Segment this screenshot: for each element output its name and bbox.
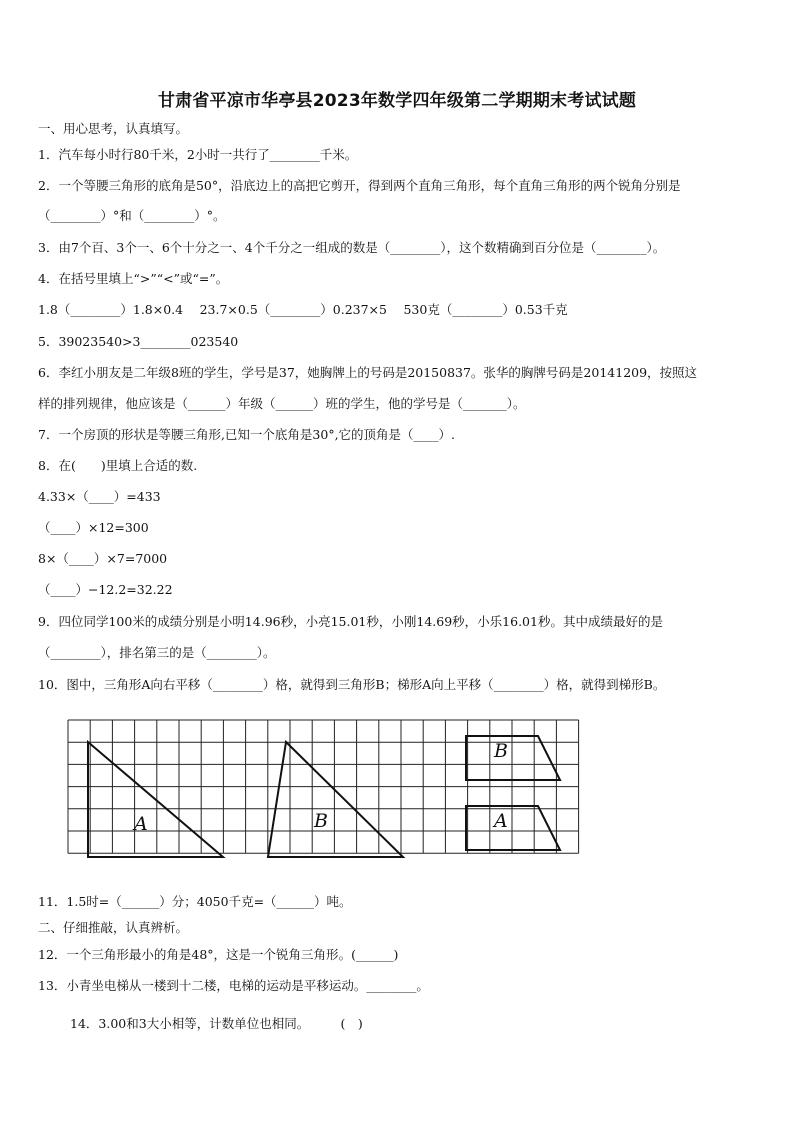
question-10: 10．图中，三角形A向右平移（________）格，就得到三角形B；梯形A向上平移（________）格，就得到梯形B。 — [38, 677, 666, 692]
question-2-line-2: （________）°和（________）°。 — [38, 208, 226, 223]
question-2-line-1: 2．一个等腰三角形的底角是50°，沿底边上的高把它剪开，得到两个直角三角形，每个直角三角形的两个锐角分别是 — [38, 178, 681, 193]
section-1-heading: 一、用心思考，认真填写。 — [38, 121, 189, 136]
question-14: 14．3.00和3大小相等，计数单位也相同。 ( ) — [70, 1016, 363, 1031]
triangle-a — [88, 742, 223, 857]
translation-grid-figure — [64, 712, 582, 862]
question-7: 7．一个房顶的形状是等腰三角形,已知一个底角是30°,它的顶角是（____）. — [38, 427, 456, 442]
question-9-line-1: 9．四位同学100米的成绩分别是小明14.96秒，小亮15.01秒，小刚14.69秒，小乐16.01秒。其中成绩最好的是 — [38, 614, 663, 629]
question-6-line-1: 6．李红小朋友是二年级8班的学生，学号是37，她胸牌上的号码是20150837。张华的胸牌号码是20141209，按照这 — [38, 365, 698, 380]
question-8-a: 4.33×（____）=433 — [38, 489, 161, 504]
section-2-heading: 二、仔细推敲，认真辨析。 — [38, 920, 189, 935]
question-8-b: （____）×12=300 — [38, 520, 149, 535]
question-5: 5．39023540>3________023540 — [38, 334, 239, 349]
question-9-line-2: （________），排名第三的是（________）。 — [38, 645, 276, 660]
trapezoid-a — [466, 806, 560, 850]
question-11: 11．1.5时=（______）分；4050千克=（______）吨。 — [38, 894, 352, 909]
label-triangle-a: A — [134, 813, 148, 835]
question-8: 8．在( )里填上合适的数. — [38, 458, 198, 473]
question-4-items: 1.8（________）1.8×0.4 23.7×0.5（________）0.237×5 530克（________）0.53千克 — [38, 302, 568, 317]
label-trapezoid-a: A — [494, 810, 508, 832]
label-trapezoid-b: B — [494, 740, 508, 762]
question-3: 3．由7个百、3个一、6个十分之一、4个千分之一组成的数是（________），这个数精确到百分位是（________）。 — [38, 240, 666, 255]
question-4: 4．在括号里填上“>”“<”或“=”。 — [38, 271, 229, 286]
triangle-b — [268, 742, 403, 857]
label-triangle-b: B — [314, 810, 328, 832]
question-13: 13．小青坐电梯从一楼到十二楼，电梯的运动是平移运动。________。 — [38, 978, 429, 993]
exam-title: 甘肃省平凉市华亭县2023年数学四年级第二学期期末考试试题 — [157, 91, 637, 111]
question-8-c: 8×（____）×7=7000 — [38, 551, 168, 566]
question-12: 12．一个三角形最小的角是48°，这是一个锐角三角形。(______) — [38, 947, 399, 962]
question-1: 1．汽车每小时行80千米，2小时一共行了________千米。 — [38, 147, 358, 162]
question-8-d: （____）−12.2=32.22 — [38, 582, 173, 597]
question-6-line-2: 样的排列规律，他应该是（______）年级（______）班的学生，他的学号是（_______）。 — [38, 396, 526, 411]
